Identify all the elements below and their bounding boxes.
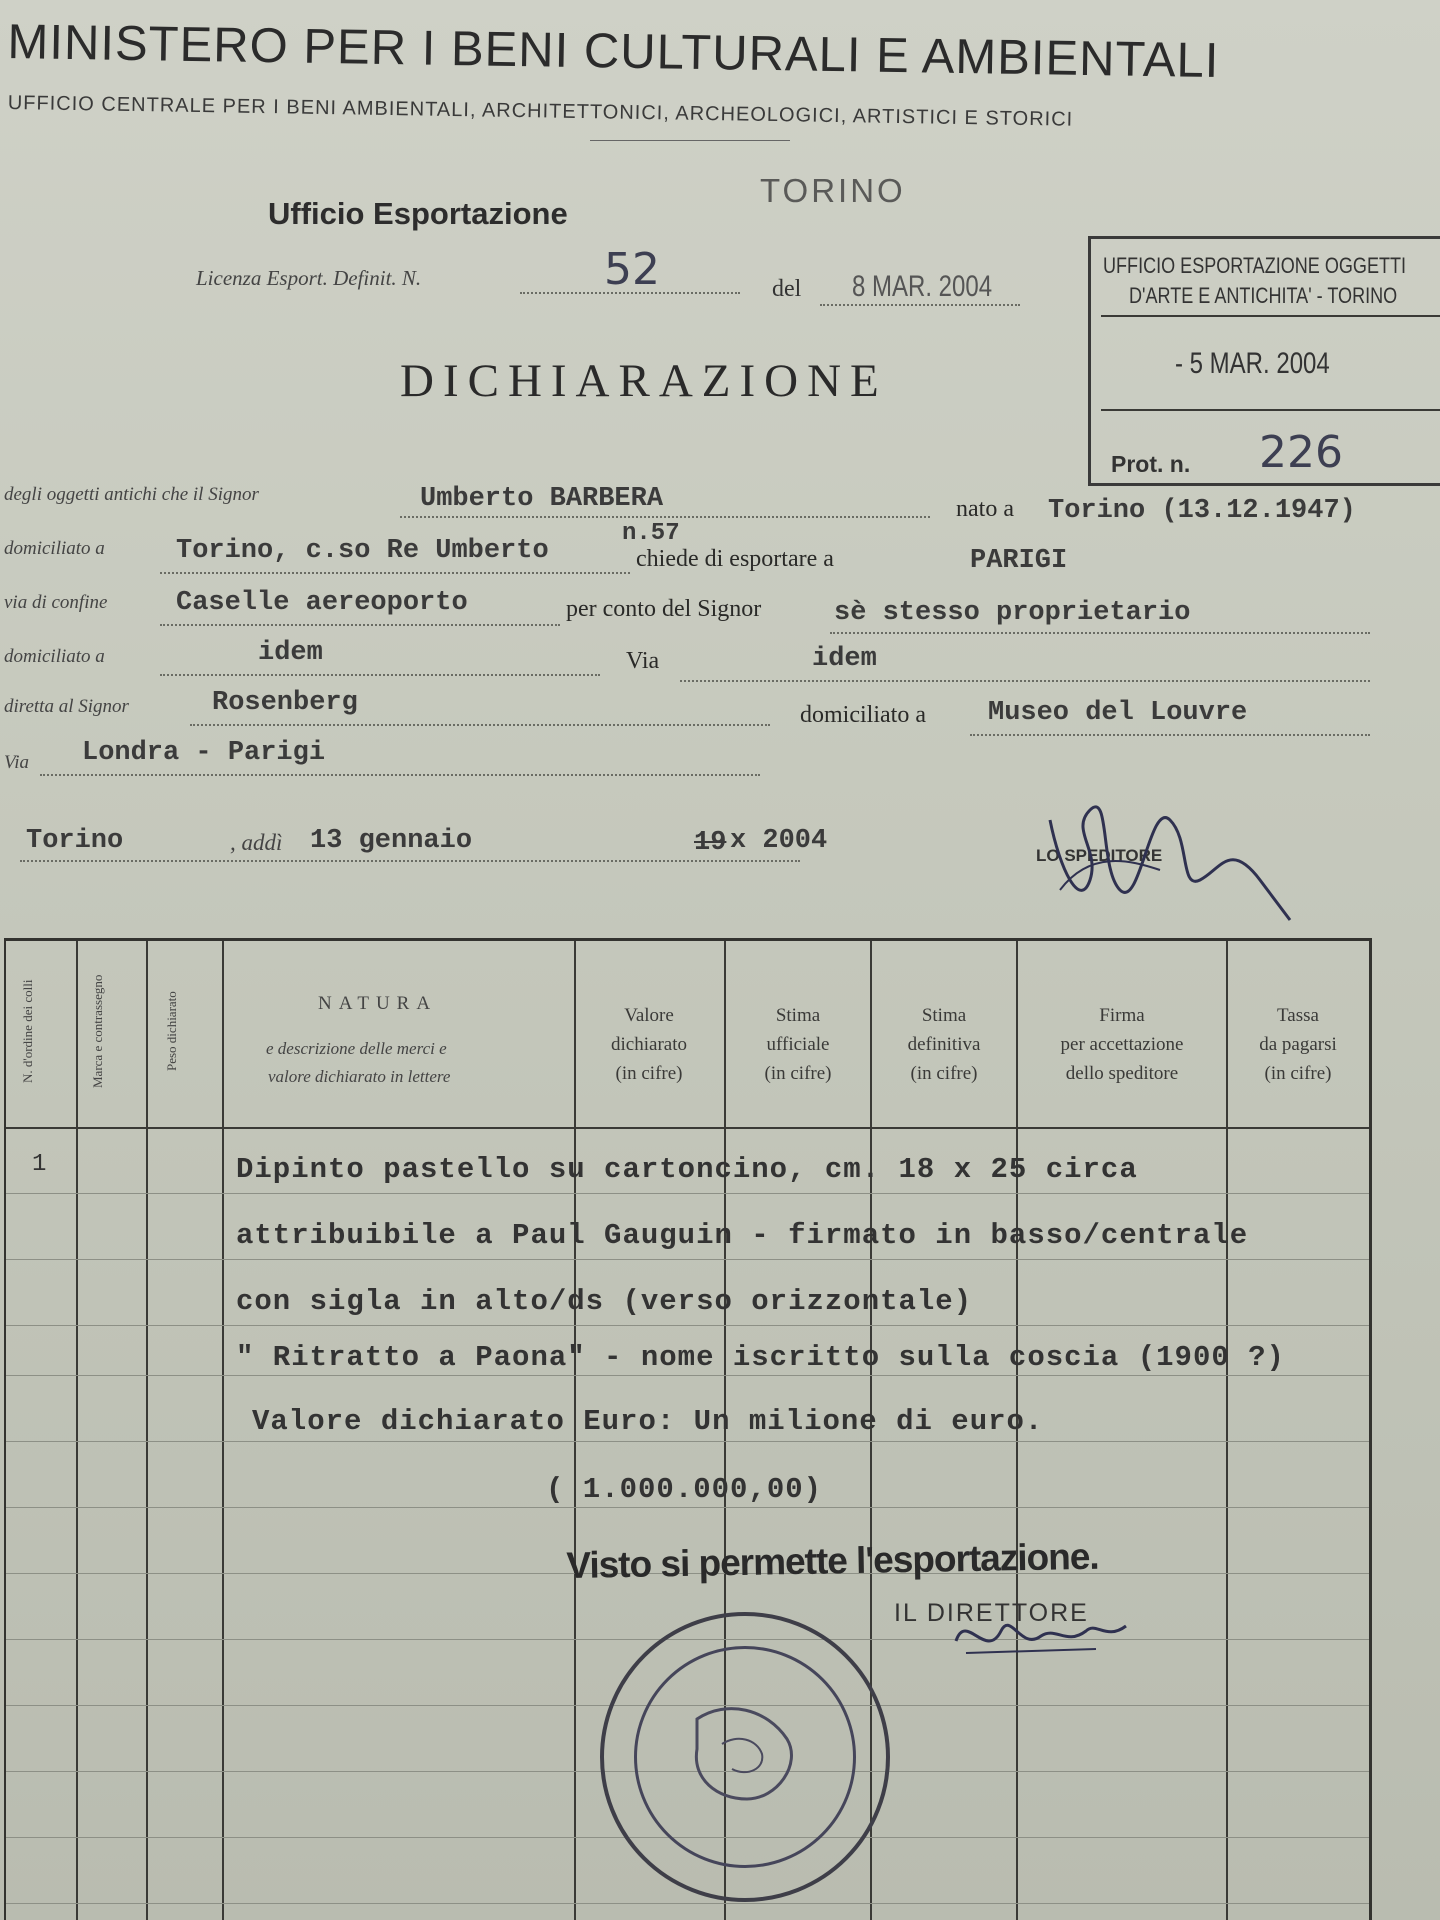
protocol-stamp <box>1088 236 1440 486</box>
license-date-line <box>820 304 1020 306</box>
ruled-line <box>6 1507 1369 1508</box>
description-line-4: " Ritratto a Paona" - nome iscritto sulla coscia (1900 ?) <box>236 1341 1285 1374</box>
form-date-year-struck: 19 <box>694 828 727 858</box>
header-valore-2: dichiarato <box>611 1034 687 1055</box>
office-subheading: UFFICIO CENTRALE PER I BENI AMBIENTALI, ARCHITETTONICI, ARCHEOLOGICI, ARTISTICI E STORICI <box>7 92 1074 131</box>
form-l6-value: Londra - Parigi <box>82 738 326 768</box>
form-l3-line-b <box>830 632 1370 634</box>
stamp-rule-1 <box>1101 315 1440 317</box>
header-natura-sub2: valore dichiarato in lettere <box>268 1067 451 1086</box>
header-natura-sub1: e descrizione delle merci e <box>266 1039 447 1058</box>
form-born-label: nato a <box>956 496 1014 522</box>
form-addi-label: , addì <box>230 830 283 855</box>
form-l5-dom-label: domiciliato a <box>800 702 926 728</box>
stamp-rule-2 <box>1101 409 1440 411</box>
header-valore <box>576 1001 722 1088</box>
ruled-line <box>6 1441 1369 1442</box>
form-l3-value: Caselle aereoporto <box>176 588 468 618</box>
form-l4-via-value: idem <box>812 644 877 674</box>
header-stima-uff-3: (in cifre) <box>764 1063 832 1084</box>
form-l3-owner: sè stesso proprietario <box>834 598 1191 628</box>
form-l2-value: Torino, c.so Re Umberto <box>176 536 549 566</box>
sender-label: LO SPEDITORE <box>1036 846 1163 865</box>
form-l5-dom-line <box>970 734 1370 736</box>
header-tassa <box>1228 1001 1368 1088</box>
form-l1-value: Umberto BARBERA <box>420 484 664 514</box>
form-l2-destination: PARIGI <box>970 546 1068 576</box>
header-bottom-rule <box>6 1127 1369 1129</box>
form-date-line <box>20 860 800 862</box>
header-order-number: N. d'ordine dei colli <box>20 979 35 1083</box>
form-l3-mid: per conto del Signor <box>566 596 762 622</box>
license-label: Licenza Esport. Definit. N. <box>196 266 422 290</box>
ruled-line <box>6 1325 1369 1326</box>
license-number: 52 <box>604 244 660 295</box>
stamp-date: - 5 MAR. 2004 <box>1175 347 1330 380</box>
ministry-heading: MINISTERO PER I BENI CULTURALI E AMBIENTALI <box>7 14 1220 89</box>
form-l4-via-line <box>680 680 1370 682</box>
form-l5-dom-value: Museo del Louvre <box>988 698 1248 728</box>
official-seal-inner <box>634 1646 856 1868</box>
header-firma-3: dello speditore <box>1065 1063 1179 1084</box>
form-l2-mid: chiede di esportare a <box>636 546 834 572</box>
stamp-line-2: D'ARTE E ANTICHITA' - TORINO <box>1129 283 1398 308</box>
header-stima-uff-1: Stima <box>775 1005 821 1026</box>
description-line-2: attribuibile a Paul Gauguin - firmato in basso/centrale <box>236 1219 1249 1252</box>
stamp-prot-number: 226 <box>1259 427 1343 478</box>
ruled-line <box>6 1259 1369 1260</box>
city-stamp: TORINO <box>760 172 906 209</box>
col-divider-1 <box>76 941 78 1920</box>
header-firma-1: Firma <box>1099 1005 1145 1026</box>
description-line-3: con sigla in alto/ds (verso orizzontale) <box>236 1285 973 1318</box>
form-l6-line <box>40 774 760 776</box>
form-l5-label: diretta al Signor <box>4 696 129 717</box>
form-l1-label: degli oggetti antichi che il Signor <box>4 484 259 505</box>
ruled-line <box>6 1375 1369 1376</box>
header-stima-uff-2: ufficiale <box>766 1034 830 1055</box>
header-tassa-2: da pagarsi <box>1259 1034 1337 1055</box>
form-l4-label: domiciliato a <box>4 646 105 667</box>
header-valore-1: Valore <box>624 1005 674 1026</box>
stamp-line-1: UFFICIO ESPORTAZIONE OGGETTI <box>1103 253 1407 278</box>
header-valore-3: (in cifre) <box>615 1063 683 1084</box>
official-seal <box>600 1612 890 1902</box>
form-l3-line <box>160 624 560 626</box>
form-date-year: x 2004 <box>730 826 828 856</box>
ruled-line <box>6 1193 1369 1194</box>
header-firma <box>1018 1001 1226 1088</box>
export-office-label: Ufficio Esportazione <box>268 196 568 231</box>
form-l1-line <box>400 516 930 518</box>
form-date-day: 13 gennaio <box>310 826 473 856</box>
director-signature <box>946 1591 1136 1671</box>
form-l5-value: Rosenberg <box>212 688 358 718</box>
col-divider-3 <box>222 941 224 1920</box>
row-number: 1 <box>32 1151 48 1178</box>
form-born-value: Torino (13.12.1947) <box>1048 496 1356 526</box>
document-title: DICHIARAZIONE <box>400 355 888 407</box>
form-l2-line <box>160 572 630 574</box>
form-l3-label: via di confine <box>4 592 108 613</box>
header-tassa-3: (in cifre) <box>1264 1063 1332 1084</box>
header-stima-def-1: Stima <box>921 1005 967 1026</box>
form-l4-via-label: Via <box>626 648 660 674</box>
header-natura-title: NATURA <box>318 993 438 1014</box>
header-rule <box>590 140 790 141</box>
approval-stamp: Visto si permette l'esportazione. <box>566 1535 1099 1586</box>
description-line-5: Valore dichiarato Euro: Un milione di euro. <box>252 1405 1044 1438</box>
form-l4-line <box>160 674 600 676</box>
form-l2-number: n.57 <box>622 520 680 547</box>
ruled-line <box>6 1903 1369 1904</box>
form-place: Torino <box>26 826 124 856</box>
form-l4-value: idem <box>258 638 323 668</box>
stamp-prot-label: Prot. n. <box>1111 451 1191 477</box>
sender-signature <box>1030 790 1300 930</box>
header-stima-definitiva <box>872 1001 1016 1088</box>
director-label: IL DIRETTORE <box>894 1599 1089 1627</box>
header-firma-2: per accettazione <box>1060 1034 1184 1055</box>
col-divider-2 <box>146 941 148 1920</box>
header-mark: Marca e contrassegno <box>90 974 105 1088</box>
form-l2-label: domiciliato a <box>4 538 105 559</box>
form-l5-line <box>190 724 770 726</box>
form-l6-label: Via <box>4 752 29 773</box>
description-value: ( 1.000.000,00) <box>546 1473 823 1506</box>
header-stima-ufficiale <box>726 1001 870 1088</box>
description-line-1: Dipinto pastello su cartoncino, cm. 18 x 25 circa <box>236 1153 1138 1186</box>
seal-emblem-icon <box>637 1649 853 1865</box>
license-date-label: del <box>772 276 802 302</box>
header-tassa-1: Tassa <box>1277 1005 1319 1026</box>
header-weight: Peso dichiarato <box>164 991 179 1071</box>
license-date-stamp: 8 MAR. 2004 <box>852 270 993 303</box>
header-stima-def-2: definitiva <box>907 1034 981 1055</box>
header-stima-def-3: (in cifre) <box>910 1063 978 1084</box>
